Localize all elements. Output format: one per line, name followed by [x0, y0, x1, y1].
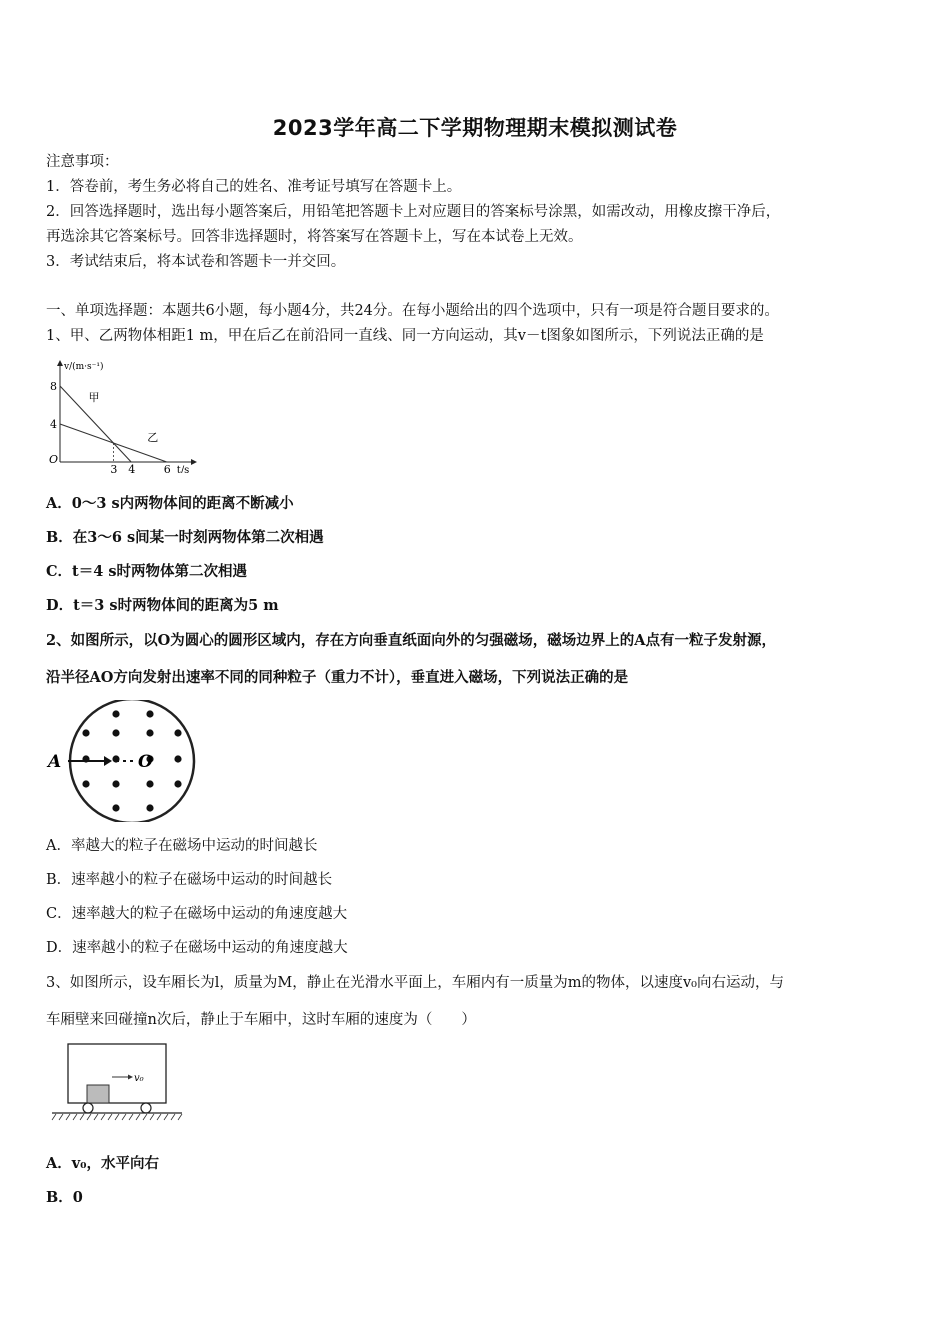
- notice-item: 再选涂其它答案标号。回答非选择题时，将答案写在答题卡上，写在本试卷上无效。: [46, 229, 583, 245]
- x-tick-label: 3: [110, 463, 118, 473]
- q1-option-b: B．在3～6 s间某一时刻两物体第二次相遇: [46, 529, 324, 546]
- notice-heading: 注意事项：: [46, 154, 119, 170]
- y-tick-label: 8: [50, 380, 57, 393]
- cart-figure: [46, 1040, 191, 1125]
- y-axis-label: v/(m·s⁻¹): [64, 362, 104, 372]
- ground-hatching: [52, 1114, 182, 1120]
- point-a-label: A: [48, 752, 62, 772]
- page-title: 2023学年高二下学期物理期末模拟测试卷: [272, 116, 678, 140]
- question-2-stem: 2、如图所示，以O为圆心的圆形区域内，存在方向垂直纸面向外的匀强磁场，磁场边界上的A点有一粒子发射源，: [46, 632, 776, 649]
- y-tick-label: 4: [50, 418, 57, 431]
- block: [87, 1085, 109, 1103]
- section-heading: 一、单项选择题：本题共6小题，每小题4分，共24分。在每小题给出的四个选项中，只有一项是符合题目要求的。: [46, 303, 779, 319]
- vt-chart: [46, 355, 206, 473]
- q2-option-c: C．速率越大的粒子在磁场中运动的角速度越大: [46, 906, 348, 922]
- question-3-stem: 3、如图所示，设车厢长为l，质量为M，静止在光滑水平面上，车厢内有一质量为m的物体，以速度v₀向右运动，与: [46, 975, 784, 991]
- q1-option-a: A．0～3 s内两物体间的距离不断减小: [46, 495, 294, 512]
- q1-option-d: D．t＝3 s时两物体间的距离为5 m: [46, 597, 279, 614]
- q2-option-a: A．率越大的粒子在磁场中运动的时间越长: [46, 838, 318, 854]
- magnetic-field-figure: [46, 700, 196, 822]
- x-tick-label: 4: [128, 463, 136, 473]
- question-1-stem: 1、甲、乙两物体相距1 m，甲在后乙在前沿同一直线、同一方向运动，其v－t图象如图所示，下列说法正确的是: [46, 328, 764, 344]
- notice-item: 1．答卷前，考生务必将自己的姓名、准考证号填写在答题卡上。: [46, 179, 462, 195]
- x-axis-label: t/s: [176, 465, 190, 473]
- q3-option-b: B．0: [46, 1189, 83, 1206]
- notice-item: 3．考试结束后，将本试卷和答题卡一并交回。: [46, 254, 346, 270]
- q1-option-c: C．t＝4 s时两物体第二次相遇: [46, 563, 248, 580]
- origin-label: O: [49, 453, 59, 466]
- series-label: 甲: [88, 391, 100, 405]
- q3-option-a: A．v₀，水平向右: [46, 1155, 160, 1172]
- point-o-label: O: [138, 752, 153, 772]
- question-3-stem: 车厢壁来回碰撞n次后，静止于车厢中，这时车厢的速度为（ ）: [46, 1012, 476, 1028]
- cart-body: [68, 1044, 166, 1103]
- x-tick-label: 6: [163, 463, 171, 473]
- wheel: [141, 1103, 151, 1113]
- velocity-label: v₀: [134, 1073, 144, 1084]
- q2-option-b: B．速率越小的粒子在磁场中运动的时间越长: [46, 872, 333, 888]
- wheel: [83, 1103, 93, 1113]
- q2-option-d: D．速率越小的粒子在磁场中运动的角速度越大: [46, 940, 348, 956]
- series-label: 乙: [147, 431, 159, 445]
- question-2-stem: 沿半径AO方向发射出速率不同的同种粒子（重力不计），垂直进入磁场，下列说法正确的是: [46, 669, 629, 686]
- notice-item: 2．回答选择题时，选出每小题答案后，用铅笔把答题卡上对应题目的答案标号涂黑，如需改动，用橡皮擦干净后，: [46, 204, 781, 220]
